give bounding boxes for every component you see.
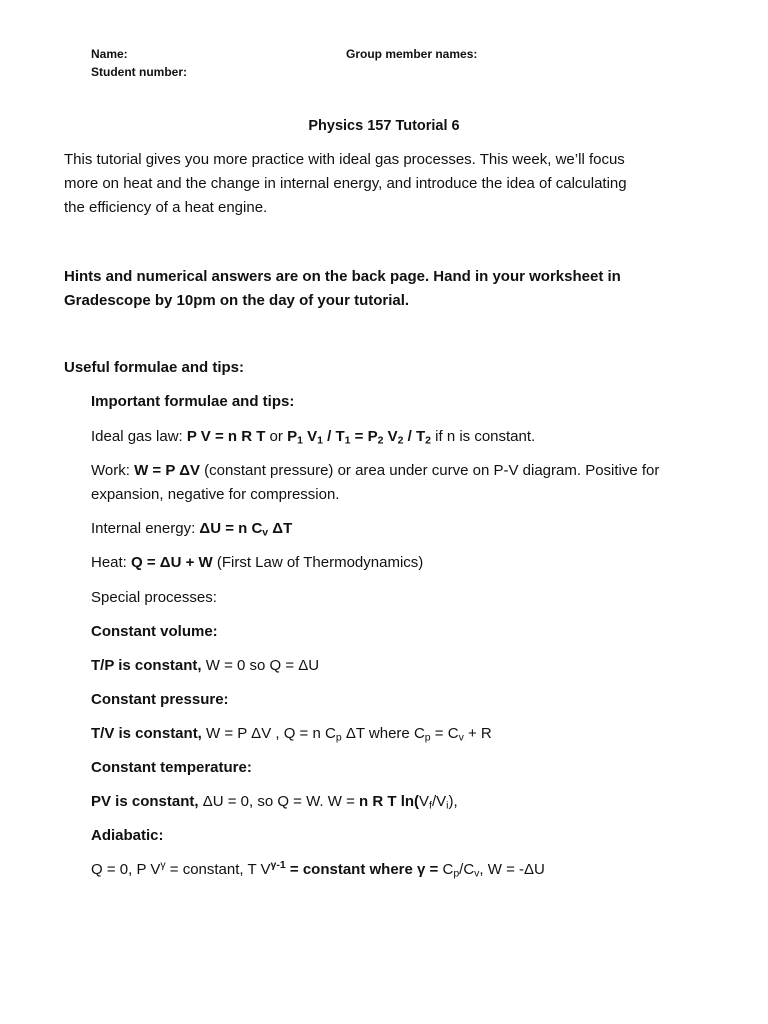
- ideal-gas-law: [91, 425, 535, 449]
- constant-volume-a: T/P is constant,: [91, 657, 206, 674]
- page-title: Physics 157 Tutorial 6: [308, 118, 460, 134]
- constant-volume-heading: Constant volume:: [91, 623, 218, 640]
- ideal-gas-sub-4: 2: [377, 434, 384, 447]
- ideal-gas-ratio-formula: [287, 428, 431, 445]
- constant-pressure-c: ΔT where C: [341, 725, 425, 742]
- ideal-gas-sub-5: 2: [397, 434, 404, 447]
- name-label: Name:: [91, 47, 128, 61]
- internal-energy-f2: ΔT: [268, 520, 293, 537]
- ideal-gas-or: or: [265, 428, 288, 445]
- adiabatic-sub-1: p: [453, 867, 460, 880]
- internal-energy-sub: v: [262, 526, 269, 539]
- internal-energy: [91, 517, 292, 541]
- adiabatic-sup-2: γ-1: [270, 859, 286, 872]
- heat-line: [91, 551, 423, 575]
- heat-rest: (First Law of Thermodynamics): [212, 554, 424, 571]
- constant-pressure-b: W = P ΔV , Q = n C: [206, 725, 336, 742]
- heat-label: Heat:: [91, 554, 132, 571]
- work-rest-1: (constant pressure) or area under curve on P-V diagram. Positive for: [200, 462, 660, 479]
- intro-line-1: This tutorial gives you more practice with ideal gas processes. This week, we’ll focus: [64, 151, 625, 168]
- internal-energy-label: Internal energy:: [91, 520, 200, 537]
- constant-temperature-c: n R T ln(: [359, 793, 420, 810]
- important-formulae-heading: Important formulae and tips:: [91, 393, 295, 410]
- constant-pressure-line: [91, 722, 492, 746]
- ideal-gas-v2: V: [383, 428, 398, 445]
- constant-pressure-d: = C: [430, 725, 459, 742]
- ideal-gas-label: Ideal gas law:: [91, 428, 187, 445]
- constant-temperature-sub-2: i: [446, 799, 449, 812]
- notice-line-2: Gradescope by 10pm on the day of your tutorial.: [64, 292, 410, 309]
- constant-pressure-e: + R: [463, 725, 492, 742]
- adiabatic-heading: Adiabatic:: [91, 827, 164, 844]
- constant-pressure-a: T/V is constant,: [91, 725, 207, 742]
- constant-temperature-heading: Constant temperature:: [91, 759, 252, 776]
- constant-temperature-a: PV is constant,: [91, 793, 203, 810]
- adiabatic-a: Q = 0, P V: [91, 861, 161, 878]
- ideal-gas-sub-2: 1: [317, 434, 323, 447]
- constant-temperature-e: /V: [431, 793, 447, 810]
- adiabatic-b: = constant, T V: [165, 861, 271, 878]
- ideal-gas-sub-6: 2: [425, 434, 431, 447]
- constant-pressure-heading: Constant pressure:: [91, 691, 229, 708]
- heat-formula: Q = ΔU + W: [131, 554, 213, 571]
- group-member-names-label: Group member names:: [346, 47, 478, 61]
- constant-temperature-sub-1: f: [429, 799, 432, 812]
- ideal-gas-slash-t2: / T: [403, 428, 426, 445]
- constant-pressure-sub-2: p: [424, 731, 431, 744]
- constant-volume-b: W = 0 so Q = ΔU: [205, 657, 320, 674]
- work-formula: W = P ΔV: [134, 462, 201, 479]
- adiabatic-e: /C: [459, 861, 475, 878]
- ideal-gas-eq-p: = P: [350, 428, 378, 445]
- ideal-gas-f1: P V = n R T: [186, 428, 266, 445]
- intro-line-3: the efficiency of a heat engine.: [64, 199, 268, 216]
- adiabatic-sub-2: v: [474, 867, 480, 880]
- special-processes-label: Special processes:: [91, 589, 217, 606]
- adiabatic-f: , W = -ΔU: [479, 861, 545, 878]
- ideal-gas-tail: if n is constant.: [430, 428, 536, 445]
- constant-temperature-f: ),: [448, 793, 458, 810]
- constant-volume-line: [91, 654, 319, 678]
- ideal-gas-v: V: [302, 428, 318, 445]
- useful-formulae-heading: Useful formulae and tips:: [64, 359, 245, 376]
- ideal-gas-sub-1: 1: [297, 434, 303, 447]
- intro-line-2: more on heat and the change in internal energy, and introduce the idea of calculating: [64, 175, 627, 192]
- constant-pressure-sub-1: p: [335, 731, 342, 744]
- constant-temperature-b: ΔU = 0, so Q = W. W =: [202, 793, 360, 810]
- ideal-gas-sub-3: 1: [344, 434, 351, 447]
- adiabatic-sup-1: γ: [160, 859, 166, 872]
- student-number-label: Student number:: [91, 65, 187, 79]
- adiabatic-line: [91, 858, 545, 882]
- ideal-gas-slash-t: / T: [322, 428, 345, 445]
- adiabatic-c: = constant where γ =: [285, 861, 443, 878]
- internal-energy-formula: [199, 520, 292, 537]
- ideal-gas-formula: [187, 428, 266, 445]
- ideal-gas-p: P: [287, 428, 298, 445]
- adiabatic-d: C: [442, 861, 454, 878]
- constant-pressure-sub-3: v: [458, 731, 464, 744]
- work-line-2: expansion, negative for compression.: [91, 486, 340, 503]
- constant-temperature-d: V: [419, 793, 430, 810]
- constant-temperature-line: [91, 790, 458, 814]
- work-line-1: [91, 459, 659, 483]
- work-label: Work:: [91, 462, 135, 479]
- internal-energy-f1: ΔU = n C: [199, 520, 263, 537]
- notice-line-1: Hints and numerical answers are on the back page. Hand in your worksheet in: [64, 268, 621, 285]
